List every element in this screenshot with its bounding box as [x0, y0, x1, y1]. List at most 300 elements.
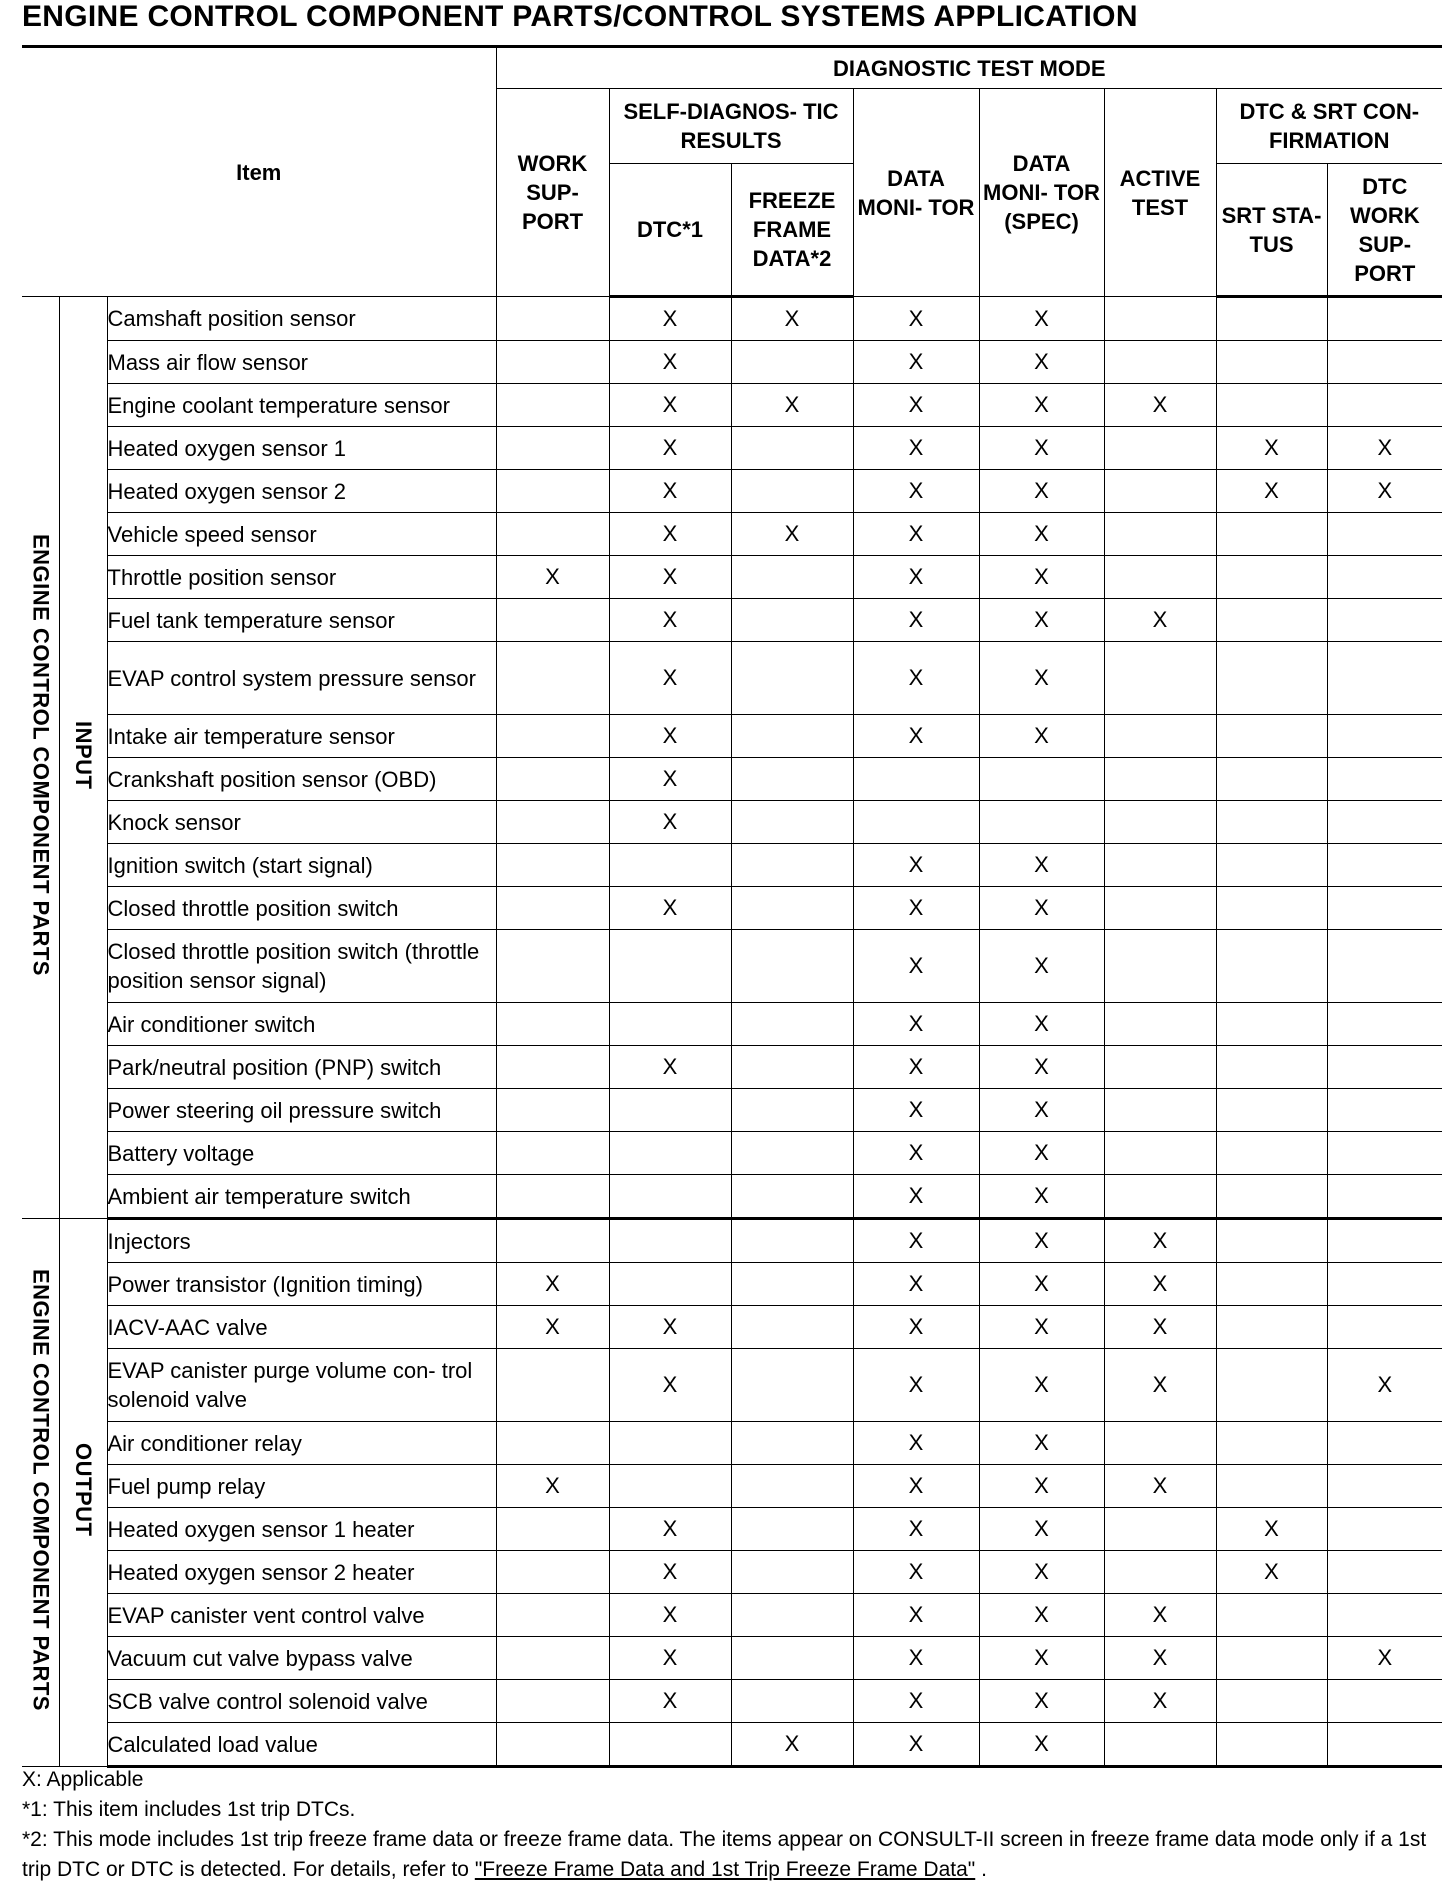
applicability-cell — [496, 758, 609, 801]
applicability-cell — [1104, 1089, 1216, 1132]
input-direction-label-text: INPUT — [71, 720, 96, 790]
table-row — [22, 1046, 1442, 1089]
applicability-cell — [1216, 1089, 1327, 1132]
row-item-name: Calculated load value — [107, 1723, 496, 1767]
applicability-cell — [731, 599, 853, 642]
table-row — [22, 470, 1442, 513]
output-direction-label — [59, 1219, 107, 1767]
table-row — [22, 642, 1442, 715]
applicability-cell — [496, 1046, 609, 1089]
table-row — [22, 427, 1442, 470]
applicability-cell — [1216, 642, 1327, 715]
applicability-cell: X — [979, 427, 1104, 470]
applicability-cell — [731, 1219, 853, 1263]
applicability-cell: X — [1104, 1219, 1216, 1263]
applicability-cell: X — [731, 513, 853, 556]
applicability-cell: X — [1327, 1637, 1442, 1680]
applicability-cell: X — [853, 1349, 979, 1422]
row-item-name: EVAP canister purge volume con- trol solenoid valve — [107, 1349, 496, 1422]
applicability-cell — [496, 715, 609, 758]
applicability-cell — [731, 1263, 853, 1306]
applicability-cell: X — [1216, 427, 1327, 470]
applicability-cell: X — [853, 556, 979, 599]
applicability-cell: X — [979, 1465, 1104, 1508]
applicability-cell — [1327, 1594, 1442, 1637]
applicability-cell — [1327, 801, 1442, 844]
applicability-cell: X — [979, 642, 1104, 715]
row-item-name: Heated oxygen sensor 1 — [107, 427, 496, 470]
applicability-cell — [731, 844, 853, 887]
applicability-cell: X — [853, 1219, 979, 1263]
applicability-cell — [1104, 844, 1216, 887]
applicability-cell: X — [853, 1680, 979, 1723]
applicability-cell: X — [979, 1306, 1104, 1349]
applicability-cell — [609, 1263, 731, 1306]
applicability-cell: X — [609, 1349, 731, 1422]
applicability-cell — [731, 470, 853, 513]
applicability-cell — [496, 297, 609, 341]
applicability-cell — [1104, 1551, 1216, 1594]
row-item-name: Mass air flow sensor — [107, 341, 496, 384]
table-row — [22, 1263, 1442, 1306]
table-row — [22, 384, 1442, 427]
applicability-cell — [731, 341, 853, 384]
row-item-name: EVAP canister vent control valve — [107, 1594, 496, 1637]
row-item-name: Closed throttle position switch (throttle position sensor signal) — [107, 930, 496, 1003]
applicability-cell — [609, 1219, 731, 1263]
table-row — [22, 599, 1442, 642]
applicability-cell — [731, 1003, 853, 1046]
applicability-cell: X — [979, 1046, 1104, 1089]
applicability-cell — [496, 1422, 609, 1465]
applicability-cell: X — [1216, 1508, 1327, 1551]
applicability-cell: X — [853, 1306, 979, 1349]
row-item-name: Closed throttle position switch — [107, 887, 496, 930]
table-row — [22, 887, 1442, 930]
table-row — [22, 1551, 1442, 1594]
applicability-cell — [731, 1089, 853, 1132]
applicability-cell: X — [853, 1594, 979, 1637]
output-component-label-text: ENGINE CONTROL COMPONENT PARTS — [28, 1269, 54, 1711]
applicability-cell — [609, 1465, 731, 1508]
applicability-cell — [731, 1551, 853, 1594]
table-row — [22, 1219, 1442, 1263]
row-item-name: Knock sensor — [107, 801, 496, 844]
applicability-cell: X — [853, 887, 979, 930]
applicability-cell — [1104, 801, 1216, 844]
applicability-cell: X — [853, 1508, 979, 1551]
applicability-cell — [496, 1637, 609, 1680]
applicability-cell — [1327, 1465, 1442, 1508]
applicability-cell: X — [1104, 1637, 1216, 1680]
applicability-cell — [496, 801, 609, 844]
applicability-cell: X — [853, 844, 979, 887]
applicability-cell — [1104, 642, 1216, 715]
applicability-cell — [731, 758, 853, 801]
table-row — [22, 801, 1442, 844]
output-component-label — [22, 1219, 59, 1767]
row-item-name: Vehicle speed sensor — [107, 513, 496, 556]
row-item-name: Air conditioner relay — [107, 1422, 496, 1465]
applicability-cell — [731, 930, 853, 1003]
applicability-cell: X — [979, 1551, 1104, 1594]
applicability-cell — [1327, 887, 1442, 930]
applicability-cell — [1104, 470, 1216, 513]
applicability-cell — [1104, 1175, 1216, 1219]
applicability-cell: X — [979, 1508, 1104, 1551]
applicability-cell — [1216, 599, 1327, 642]
applicability-cell: X — [853, 1132, 979, 1175]
applicability-cell: X — [853, 341, 979, 384]
applicability-cell: X — [979, 297, 1104, 341]
applicability-cell — [496, 470, 609, 513]
row-item-name: Crankshaft position sensor (OBD) — [107, 758, 496, 801]
table-row — [22, 930, 1442, 1003]
applicability-cell: X — [853, 1723, 979, 1767]
header-freeze-frame-data: FREEZE FRAME DATA*2 — [731, 164, 853, 297]
applicability-cell: X — [979, 1723, 1104, 1767]
applicability-cell: X — [1216, 470, 1327, 513]
applicability-cell: X — [979, 1680, 1104, 1723]
applicability-cell — [1327, 1263, 1442, 1306]
applicability-cell — [496, 599, 609, 642]
applicability-cell — [1327, 1003, 1442, 1046]
footnotes — [22, 1765, 1442, 1885]
applicability-cell — [1327, 844, 1442, 887]
row-item-name: Park/neutral position (PNP) switch — [107, 1046, 496, 1089]
page-title: ENGINE CONTROL COMPONENT PARTS/CONTROL SYSTEMS APPLICATION — [22, 0, 1138, 33]
applicability-cell: X — [979, 599, 1104, 642]
table-row — [22, 1349, 1442, 1422]
applicability-cell: X — [609, 801, 731, 844]
applicability-cell — [609, 1003, 731, 1046]
applicability-cell — [496, 1508, 609, 1551]
applicability-cell — [1327, 1219, 1442, 1263]
applicability-cell: X — [853, 1046, 979, 1089]
footnote-1: *1: This item includes 1st trip DTCs. — [22, 1798, 356, 1821]
applicability-cell: X — [609, 1680, 731, 1723]
applicability-cell — [1327, 758, 1442, 801]
applicability-cell: X — [609, 384, 731, 427]
applicability-cell — [1327, 1306, 1442, 1349]
applicability-cell — [731, 1422, 853, 1465]
input-component-label — [22, 297, 59, 1219]
table-row — [22, 758, 1442, 801]
applicability-cell — [1104, 758, 1216, 801]
applicability-cell — [1216, 1723, 1327, 1767]
applicability-cell: X — [1216, 1551, 1327, 1594]
applicability-cell — [1216, 1422, 1327, 1465]
applicability-cell — [731, 1306, 853, 1349]
applicability-cell — [496, 427, 609, 470]
applicability-cell — [1104, 297, 1216, 341]
application-table — [22, 45, 1442, 1768]
applicability-cell — [496, 1723, 609, 1767]
table-row — [22, 1003, 1442, 1046]
applicability-cell: X — [979, 1175, 1104, 1219]
applicability-cell: X — [731, 297, 853, 341]
row-item-name: Engine coolant temperature sensor — [107, 384, 496, 427]
applicability-cell — [1216, 1680, 1327, 1723]
header-item: Item — [22, 47, 496, 297]
applicability-cell: X — [853, 1175, 979, 1219]
applicability-cell — [1104, 1723, 1216, 1767]
applicability-cell: X — [979, 887, 1104, 930]
table-row — [22, 1594, 1442, 1637]
applicability-cell: X — [496, 1263, 609, 1306]
applicability-cell: X — [979, 1132, 1104, 1175]
applicability-cell — [496, 887, 609, 930]
applicability-cell: X — [609, 341, 731, 384]
table-body — [22, 297, 1442, 1767]
applicability-cell — [496, 1175, 609, 1219]
applicability-cell: X — [609, 715, 731, 758]
applicability-cell — [1216, 384, 1327, 427]
applicability-cell: X — [979, 844, 1104, 887]
applicability-cell: X — [609, 513, 731, 556]
applicability-cell — [496, 1132, 609, 1175]
applicability-cell — [853, 801, 979, 844]
applicability-cell — [1104, 1422, 1216, 1465]
applicability-cell — [496, 1680, 609, 1723]
row-item-name: Power steering oil pressure switch — [107, 1089, 496, 1132]
row-item-name: Ambient air temperature switch — [107, 1175, 496, 1219]
table-row — [22, 1680, 1442, 1723]
applicability-cell — [609, 1723, 731, 1767]
table-row — [22, 1465, 1442, 1508]
freeze-frame-reference-link[interactable]: "Freeze Frame Data and 1st Trip Freeze Frame Data" — [474, 1858, 976, 1881]
applicability-cell: X — [979, 1263, 1104, 1306]
applicability-cell: X — [609, 1046, 731, 1089]
table-row — [22, 1637, 1442, 1680]
row-item-name: Heated oxygen sensor 2 — [107, 470, 496, 513]
header-self-diagnostic-results: SELF-DIAGNOS- TIC RESULTS — [609, 89, 853, 164]
footnote-2-text: *2: This mode includes 1st trip freeze frame data or freeze frame data. The items appear on CONSULT-II screen in freeze frame data mode only if a 1st trip DTC or DTC is detected. For details, refer to — [22, 1828, 1427, 1881]
applicability-cell — [1327, 384, 1442, 427]
table-row — [22, 844, 1442, 887]
applicability-cell — [1216, 1046, 1327, 1089]
applicability-cell: X — [853, 1263, 979, 1306]
header-srt-status: SRT STA- TUS — [1216, 164, 1327, 297]
applicability-cell: X — [609, 1637, 731, 1680]
row-item-name: Fuel tank temperature sensor — [107, 599, 496, 642]
applicability-cell — [731, 887, 853, 930]
applicability-cell: X — [853, 642, 979, 715]
applicability-cell: X — [979, 341, 1104, 384]
applicability-cell: X — [853, 1003, 979, 1046]
applicability-cell — [1216, 887, 1327, 930]
row-item-name: Throttle position sensor — [107, 556, 496, 599]
applicability-cell: X — [979, 1349, 1104, 1422]
applicability-cell — [1216, 801, 1327, 844]
applicability-cell — [1216, 844, 1327, 887]
applicability-cell — [1216, 1306, 1327, 1349]
applicability-cell: X — [609, 427, 731, 470]
applicability-cell: X — [609, 758, 731, 801]
applicability-cell — [853, 758, 979, 801]
applicability-cell — [1327, 1175, 1442, 1219]
applicability-cell — [496, 1003, 609, 1046]
applicability-cell: X — [731, 1723, 853, 1767]
applicability-cell — [1327, 297, 1442, 341]
applicability-cell — [731, 715, 853, 758]
applicability-cell — [1216, 1594, 1327, 1637]
row-item-name: Air conditioner switch — [107, 1003, 496, 1046]
applicability-cell: X — [853, 1465, 979, 1508]
applicability-cell — [731, 1637, 853, 1680]
applicability-cell: X — [979, 930, 1104, 1003]
row-item-name: Battery voltage — [107, 1132, 496, 1175]
applicability-cell: X — [853, 470, 979, 513]
applicability-cell: X — [979, 1422, 1104, 1465]
applicability-cell: X — [1104, 1306, 1216, 1349]
applicability-cell — [731, 427, 853, 470]
applicability-cell — [1216, 1175, 1327, 1219]
applicability-cell: X — [609, 1306, 731, 1349]
applicability-cell — [979, 801, 1104, 844]
table-row — [22, 1132, 1442, 1175]
applicability-cell: X — [609, 297, 731, 341]
applicability-cell — [1327, 1723, 1442, 1767]
table-row — [22, 1175, 1442, 1219]
applicability-cell: X — [853, 1551, 979, 1594]
applicability-cell — [1327, 599, 1442, 642]
applicability-cell — [1104, 427, 1216, 470]
applicability-cell: X — [1104, 599, 1216, 642]
applicability-cell: X — [1104, 1349, 1216, 1422]
header-active-test: ACTIVE TEST — [1104, 89, 1216, 297]
applicability-cell — [1327, 930, 1442, 1003]
applicability-cell — [731, 642, 853, 715]
applicability-cell — [1216, 715, 1327, 758]
applicability-cell — [731, 1175, 853, 1219]
applicability-cell — [1327, 1508, 1442, 1551]
header-dtc: DTC*1 — [609, 164, 731, 297]
row-item-name: Camshaft position sensor — [107, 297, 496, 341]
applicability-cell — [731, 801, 853, 844]
applicability-cell — [1216, 930, 1327, 1003]
applicability-cell: X — [979, 1003, 1104, 1046]
applicability-cell — [979, 758, 1104, 801]
row-item-name: Vacuum cut valve bypass valve — [107, 1637, 496, 1680]
table-row — [22, 1723, 1442, 1767]
applicability-cell — [1327, 1551, 1442, 1594]
applicability-cell — [731, 1349, 853, 1422]
footnote-2-end: . — [975, 1858, 987, 1881]
applicability-cell: X — [609, 556, 731, 599]
applicability-cell: X — [609, 642, 731, 715]
applicability-cell: X — [979, 1637, 1104, 1680]
applicability-cell — [1104, 1508, 1216, 1551]
row-item-name: SCB valve control solenoid valve — [107, 1680, 496, 1723]
applicability-cell — [1216, 1465, 1327, 1508]
row-item-name: Power transistor (Ignition timing) — [107, 1263, 496, 1306]
applicability-cell — [1216, 1637, 1327, 1680]
table-row — [22, 1422, 1442, 1465]
header-data-monitor-spec: DATA MONI- TOR (SPEC) — [979, 89, 1104, 297]
applicability-cell — [1327, 1046, 1442, 1089]
applicability-cell — [609, 844, 731, 887]
applicability-cell: X — [979, 715, 1104, 758]
applicability-cell — [1216, 556, 1327, 599]
applicability-cell: X — [853, 1089, 979, 1132]
applicability-cell — [731, 1508, 853, 1551]
applicability-cell — [731, 556, 853, 599]
applicability-cell — [609, 1175, 731, 1219]
applicability-cell — [1216, 1132, 1327, 1175]
output-direction-label-text: OUTPUT — [71, 1443, 96, 1537]
applicability-cell — [496, 513, 609, 556]
row-item-name: Heated oxygen sensor 1 heater — [107, 1508, 496, 1551]
applicability-cell: X — [1104, 1680, 1216, 1723]
applicability-cell: X — [609, 599, 731, 642]
applicability-cell: X — [853, 1637, 979, 1680]
row-item-name: Heated oxygen sensor 2 heater — [107, 1551, 496, 1594]
applicability-cell: X — [1104, 1263, 1216, 1306]
applicability-cell: X — [853, 384, 979, 427]
footnote-2 — [22, 1825, 1442, 1885]
applicability-cell: X — [609, 1508, 731, 1551]
row-item-name: Injectors — [107, 1219, 496, 1263]
row-item-name: IACV-AAC valve — [107, 1306, 496, 1349]
applicability-cell: X — [979, 1594, 1104, 1637]
table-row — [22, 1306, 1442, 1349]
applicability-cell — [496, 1594, 609, 1637]
legend-note: X: Applicable — [22, 1768, 144, 1791]
applicability-cell: X — [853, 1422, 979, 1465]
applicability-cell — [731, 1594, 853, 1637]
applicability-cell: X — [609, 1594, 731, 1637]
applicability-cell — [1327, 1680, 1442, 1723]
applicability-cell — [1104, 887, 1216, 930]
applicability-cell — [1216, 341, 1327, 384]
applicability-cell — [1327, 513, 1442, 556]
applicability-cell — [496, 384, 609, 427]
applicability-cell: X — [496, 1306, 609, 1349]
applicability-cell: X — [979, 1089, 1104, 1132]
applicability-cell: X — [1104, 1594, 1216, 1637]
applicability-cell — [1216, 1349, 1327, 1422]
applicability-cell — [731, 1680, 853, 1723]
row-item-name: Ignition switch (start signal) — [107, 844, 496, 887]
applicability-cell — [1104, 1132, 1216, 1175]
applicability-cell — [609, 1089, 731, 1132]
applicability-cell — [1327, 715, 1442, 758]
applicability-cell: X — [853, 715, 979, 758]
applicability-cell: X — [979, 1219, 1104, 1263]
table-row — [22, 341, 1442, 384]
applicability-cell: X — [979, 384, 1104, 427]
applicability-cell: X — [979, 513, 1104, 556]
applicability-cell — [496, 1219, 609, 1263]
applicability-cell: X — [731, 384, 853, 427]
applicability-cell: X — [1327, 470, 1442, 513]
applicability-cell — [609, 930, 731, 1003]
applicability-cell — [1104, 1046, 1216, 1089]
table-row — [22, 297, 1442, 341]
applicability-cell — [1104, 1003, 1216, 1046]
applicability-cell — [1327, 642, 1442, 715]
header-diagnostic-test-mode: DIAGNOSTIC TEST MODE — [496, 47, 1442, 89]
table-row — [22, 513, 1442, 556]
input-direction-label — [59, 297, 107, 1219]
applicability-cell — [1104, 715, 1216, 758]
applicability-cell: X — [853, 930, 979, 1003]
row-item-name: Fuel pump relay — [107, 1465, 496, 1508]
table-row — [22, 715, 1442, 758]
applicability-cell — [496, 642, 609, 715]
applicability-cell — [496, 1089, 609, 1132]
